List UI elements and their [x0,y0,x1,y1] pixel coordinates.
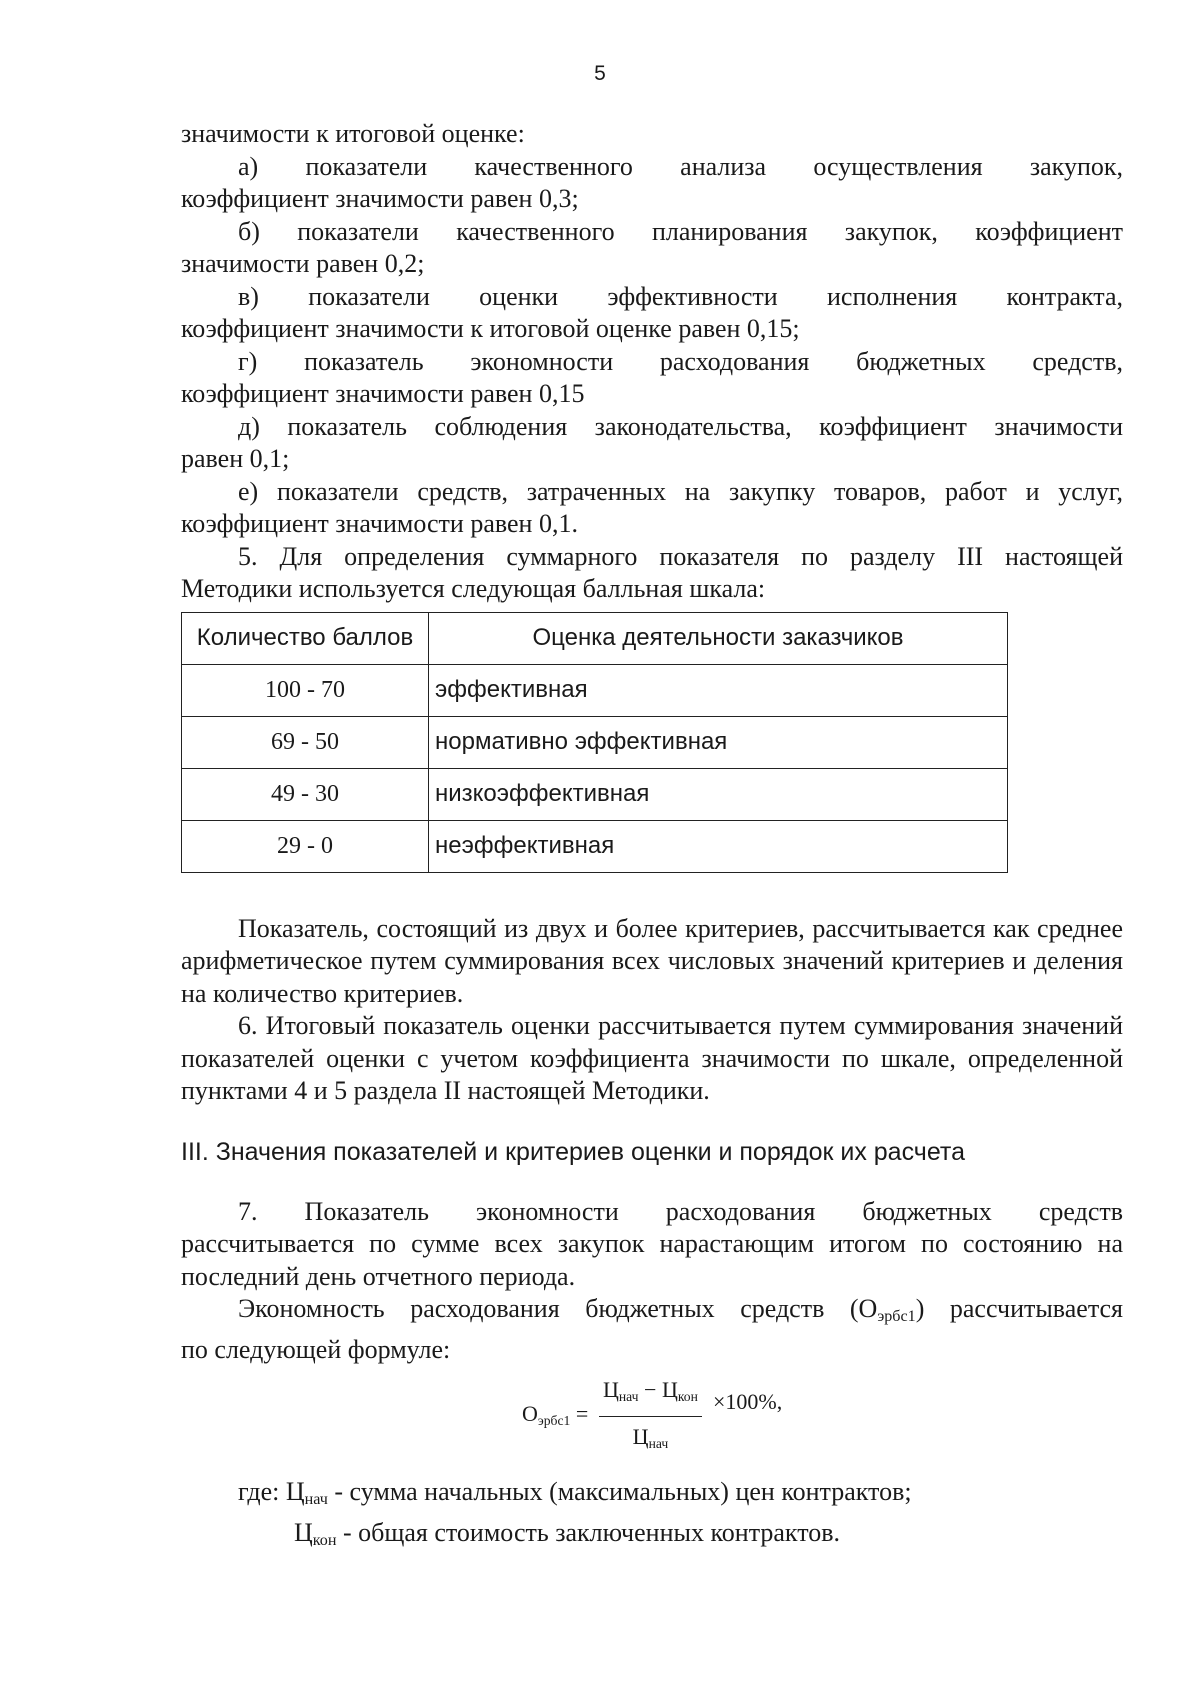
economy-text-before: Экономность расходования бюджетных средств (О [238,1294,878,1323]
formula-num-b: Ц [661,1377,678,1402]
scale-table [181,612,1008,873]
formula-minus: − [644,1377,657,1402]
formula-multiplier [713,1386,782,1419]
economy-formula [181,1366,1123,1476]
formula-lhs-symbol: О [522,1401,538,1426]
formula-num-b-sub: кон [677,1389,698,1404]
point-7-rest: рассчитывается по сумме всех закупок нарастающим итогом по состоянию на последний день отчетного периода. [181,1229,1123,1291]
header-points: Количество баллов [182,612,429,664]
table-row [182,820,1008,872]
points-cell: 69 - 50 [182,716,429,768]
rating-cell: неэффективная [429,820,1008,872]
where-block [181,1476,1123,1557]
table-header-row [182,612,1008,664]
table-row [182,768,1008,820]
formula-num-a-sub: нач [618,1389,639,1404]
item-v-line2: коэффициент значимости к итоговой оценке равен 0,15; [181,314,800,343]
item-a-line2: коэффициент значимости равен 0,3; [181,184,579,213]
point-7-line1: 7. Показатель экономности расходования бюджетных средств [238,1196,1123,1226]
formula-trail: , [776,1389,783,1414]
scale-table-wrapper [181,612,1123,873]
where-line1 [181,1476,1123,1517]
where-sub2: кон [312,1531,337,1549]
formula-equals: = [575,1401,589,1426]
item-e-line1: е) показатели средств, затраченных на закупку товаров, работ и услуг, [238,476,1123,506]
where-sym2: Ц [294,1517,313,1547]
formula-den: Ц [632,1423,649,1449]
formula-fraction [599,1374,702,1460]
table-row [182,664,1008,716]
economy-line1 [181,1293,1123,1334]
points-cell: 49 - 30 [182,768,429,820]
rating-cell: эффективная [429,664,1008,716]
formula-lhs [522,1398,588,1438]
formula-den-sub: нач [648,1435,669,1451]
item-v-line1: в) показатели оценки эффективности исполнения контракта, [238,281,1123,311]
where-sub1: нач [304,1491,328,1508]
point-5-line1: 5. Для определения суммарного показателя по разделу III настоящей [238,541,1123,571]
where-prefix: где: Ц [238,1477,305,1506]
table-row [182,716,1008,768]
formula-multiplier-text: ×100% [713,1389,777,1414]
header-rating: Оценка деятельности заказчиков [429,612,1008,664]
item-d-line1: д) показатель соблюдения законодательства, коэффициент значимости [238,411,1123,441]
intro-line: значимости к итоговой оценке: [181,119,525,148]
formula-lhs-sub: эрбс1 [537,1413,571,1428]
where-line2 [181,1517,1123,1558]
points-cell: 100 - 70 [182,664,429,716]
item-g-line2: коэффициент значимости равен 0,15 [181,379,585,408]
item-a-line1: а) показатели качественного анализа осуществления закупок, [238,151,1123,181]
where-text2: - общая стоимость заключенных контрактов. [336,1517,841,1547]
average-paragraph: Показатель, состоящий из двух и более критериев, рассчитывается как среднее арифметическое путем суммирования всех числовых значений критериев и деления на количество критериев. [181,913,1123,1008]
formula-denominator [599,1417,702,1461]
formula-numerator [599,1374,702,1417]
item-e-line2: коэффициент значимости равен 0,1. [181,509,578,538]
item-b-line1: б) показатели качественного планирования закупок, коэффициент [238,216,1123,246]
item-d-line2: равен 0,1; [181,444,290,473]
rating-cell: нормативно эффективная [429,716,1008,768]
economy-text-after: ) рассчитывается [915,1294,1124,1323]
formula-num-a: Ц [603,1377,619,1402]
economy-line2: по следующей формуле: [181,1334,451,1364]
rating-cell: низкоэффективная [429,768,1008,820]
point-5-line2: Методики используется следующая балльная шкала: [181,574,766,603]
page-number: 5 [594,62,606,85]
item-b-line2: значимости равен 0,2; [181,249,425,278]
item-g-line1: г) показатель экономности расходования бюджетных средств, [238,346,1123,376]
economy-subscript: эрбс1 [877,1308,916,1325]
document-body [181,118,1123,1557]
point-6-paragraph: 6. Итоговый показатель оценки рассчитывается путем суммирования значений показателей оценки с учетом коэффициента значимости по шкале, определенной пунктами 4 и 5 раздела II настоящей Методики. [181,1011,1123,1105]
points-cell: 29 - 0 [182,820,429,872]
where-text1: - сумма начальных (максимальных) цен контрактов; [327,1477,912,1506]
section-3-title: III. Значения показателей и критериев оценки и порядок их расчета [181,1137,965,1166]
